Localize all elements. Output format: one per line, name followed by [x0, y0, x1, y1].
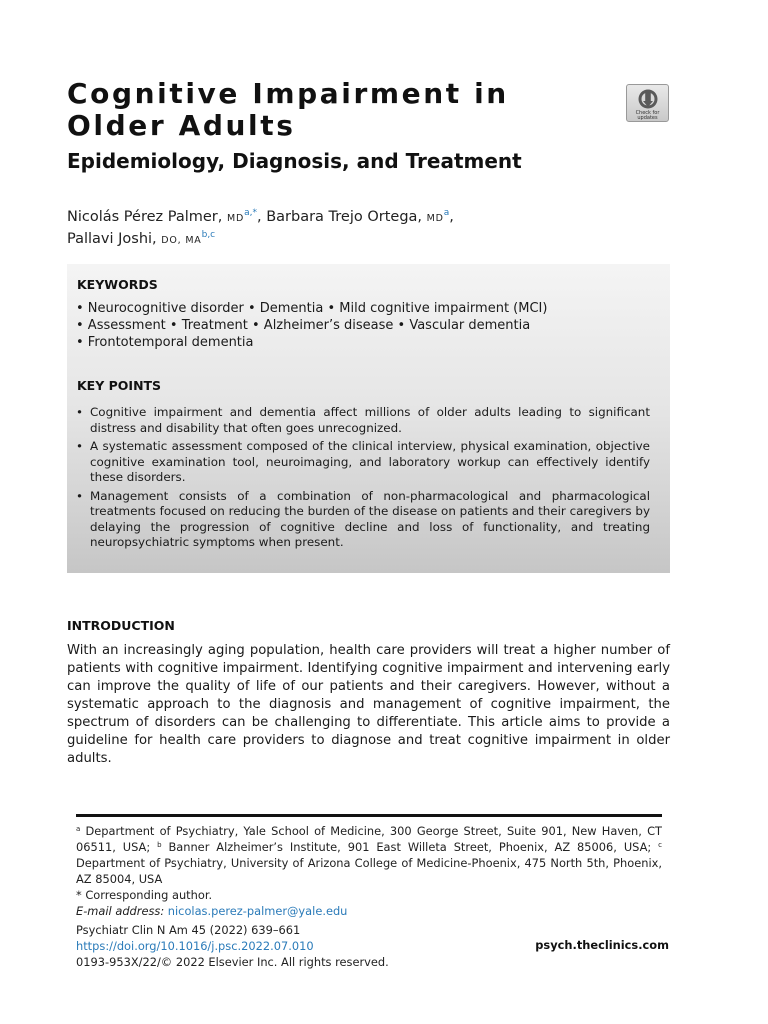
- footnotes: [76, 823, 662, 919]
- title-line-2: Older Adults: [67, 109, 296, 142]
- article-title: [67, 78, 587, 142]
- affiliation-c-text: Department of Psychiatry, University of Arizona College of Medicine-Phoenix, 475 North 5th, Phoenix, AZ 85004, USA: [76, 856, 662, 886]
- keywords-line-1: • Neurocognitive disorder • Dementia • Mild cognitive impairment (MCI): [76, 301, 548, 316]
- keywords-keypoints-box: [67, 264, 670, 573]
- email-line: [76, 903, 662, 919]
- key-point-item: [76, 439, 650, 486]
- check-for-updates-badge[interactable]: [626, 84, 669, 122]
- author-3-name: Pallavi Joshi,: [67, 231, 157, 247]
- author-3-credential: DO, MA: [161, 235, 202, 246]
- keywords-line-2: • Assessment • Treatment • Alzheimer’s disease • Vascular dementia: [76, 318, 531, 333]
- key-point-text: Cognitive impairment and dementia affect millions of older adults leading to significant distress and disability that often goes unrecognized.: [90, 405, 650, 435]
- author-list: [67, 207, 687, 251]
- affiliation-footnote: [76, 823, 662, 887]
- keywords-line-3: • Frontotemporal dementia: [76, 335, 254, 350]
- check-for-updates-label: Check for updates: [635, 110, 660, 121]
- introduction-heading: INTRODUCTION: [67, 618, 175, 633]
- key-points-list: [76, 405, 650, 554]
- email-link[interactable]: nicolas.perez-palmer@yale.edu: [167, 904, 348, 918]
- footnote-mark-b: b: [157, 841, 162, 849]
- key-point-item: [76, 405, 650, 436]
- author-1-name: Nicolás Pérez Palmer,: [67, 209, 223, 225]
- corresponding-author-note: * Corresponding author.: [76, 888, 213, 902]
- keywords-heading: KEYWORDS: [77, 277, 158, 292]
- title-line-1: Cognitive Impairment in: [67, 77, 509, 110]
- key-point-text: A systematic assessment composed of the clinical interview, physical examination, objective cognitive examination tool, neuroimaging, and laboratory workup can effectively identify these disorders.: [90, 439, 650, 484]
- journal-citation: Psychiatr Clin N Am 45 (2022) 639–661: [76, 923, 301, 937]
- author-1-credential: MD: [226, 213, 245, 224]
- journal-website[interactable]: psych.theclinics.com: [535, 938, 669, 952]
- key-point-item: [76, 489, 650, 551]
- author-2-credential: MD: [426, 213, 444, 224]
- key-point-text: Management consists of a combination of non-pharmacological and pharmacological treatments focused on reducing the burden of the disease on patients and their caregivers by delaying the progression of cognitive decline and loss of functionality, and treating neuropsychiatric symptoms when present.: [90, 488, 650, 549]
- footnote-mark-a: a: [76, 825, 81, 833]
- bullet-icon: •: [76, 439, 84, 453]
- author-2-name: Barbara Trejo Ortega,: [266, 209, 423, 225]
- author-2-affiliation[interactable]: a: [443, 208, 450, 218]
- footnote-divider: [76, 814, 662, 817]
- author-line-2: [67, 229, 687, 251]
- keywords-list: [76, 300, 661, 351]
- footnote-mark-c: c: [658, 841, 663, 849]
- bullet-icon: •: [76, 488, 84, 503]
- affiliation-b-text: Banner Alzheimer’s Institute, 901 East Willeta Street, Phoenix, AZ 85006, USA;: [161, 840, 652, 854]
- email-label: E-mail address:: [76, 904, 165, 918]
- author-line-1: Nicolás Pérez Palmer, $MD^{a,*}$, Barbara Trejo Ortega, $MD^a$,: [67, 208, 454, 225]
- author-1-affiliation[interactable]: a,*: [244, 208, 257, 218]
- doi-link[interactable]: https://doi.org/10.1016/j.psc.2022.07.010: [76, 939, 314, 953]
- introduction-paragraph: With an increasingly aging population, health care providers will treat a higher number of patients with cognitive impairment. Identifying cognitive impairment and intervening early can improve the quality of life of our patients and their caregivers. However, without a systematic approach to the diagnosis and management of cognitive impairment, the spectrum of disorders can be challenging to differentiate. This article aims to provide a guideline for health care providers to diagnose and treat cognitive impairment in older adults.: [67, 643, 670, 766]
- bullet-icon: •: [76, 405, 84, 419]
- copyright-line: 0193-953X/22/© 2022 Elsevier Inc. All rights reserved.: [76, 955, 389, 969]
- check-for-updates-icon: [637, 88, 659, 110]
- affiliation-a-text: Department of Psychiatry, Yale School of Medicine, 300 George Street, Suite 901, New Haven, CT 06511, USA;: [76, 824, 662, 854]
- article-subtitle: Epidemiology, Diagnosis, and Treatment: [67, 149, 522, 173]
- key-points-heading: KEY POINTS: [77, 378, 162, 393]
- author-3-affiliation[interactable]: b,c: [201, 230, 216, 240]
